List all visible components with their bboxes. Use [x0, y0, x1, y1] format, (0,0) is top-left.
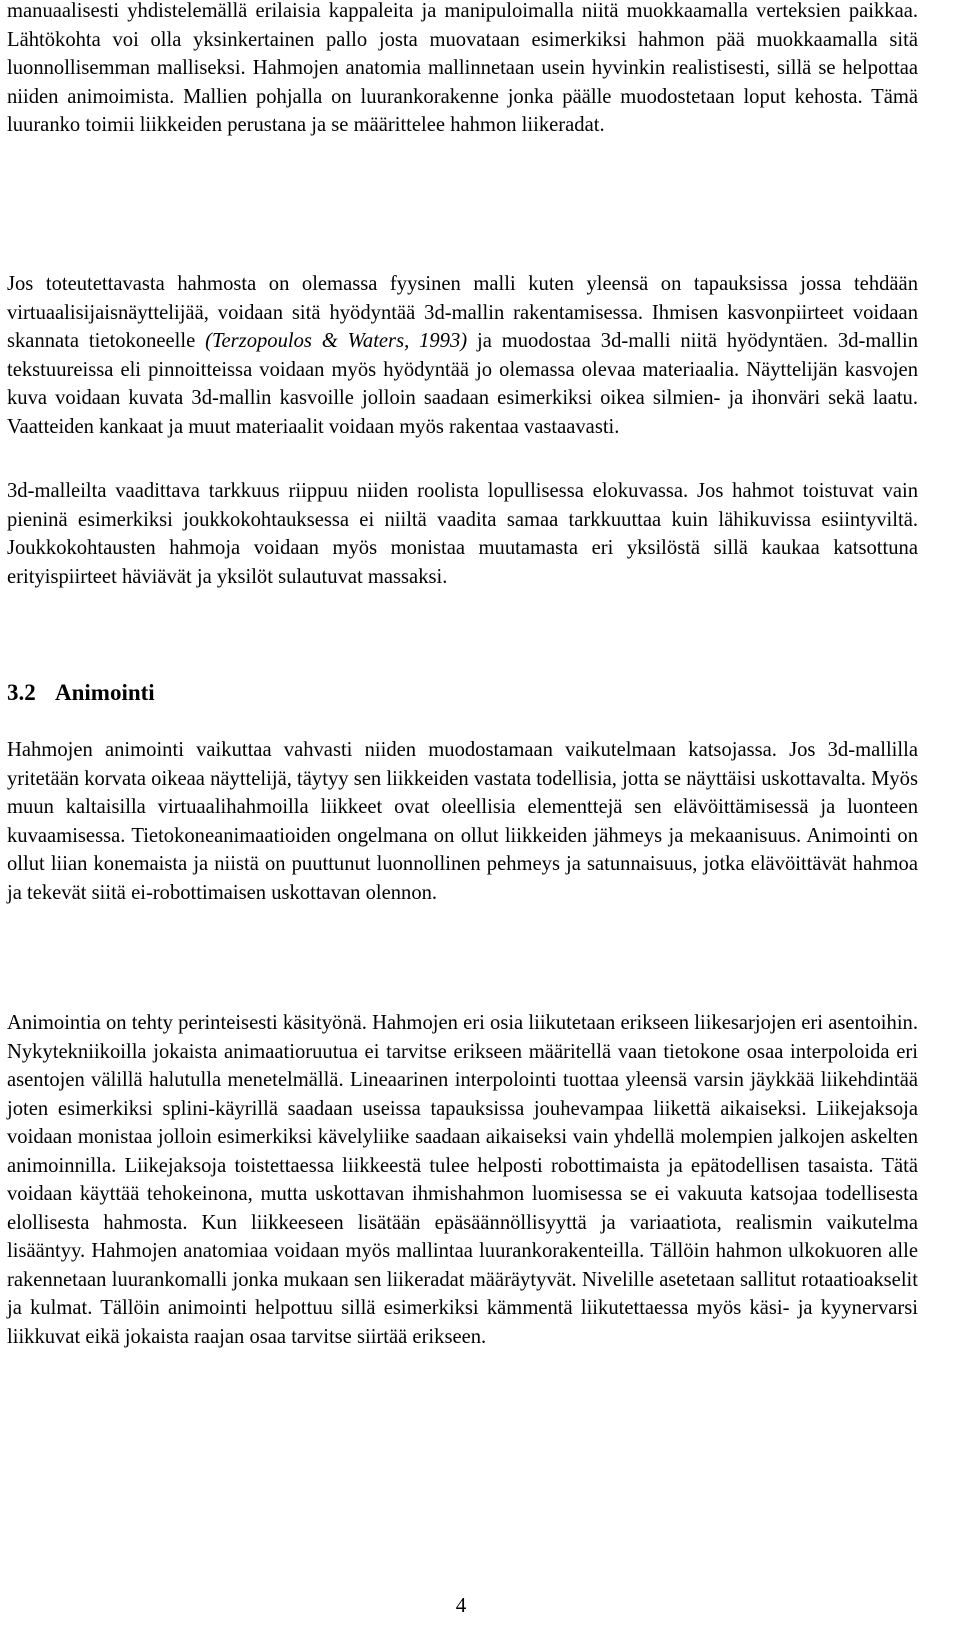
paragraph-physical-model	[7, 270, 918, 441]
section-heading	[7, 678, 155, 708]
citation: (Terzopoulos & Waters, 1993)	[205, 330, 468, 352]
paragraph-text: Jos toteutettavasta hahmosta on olemassa fyysinen malli kuten yleensä on tapauksissa jossa tehdään virtuaalisijaisnäyttelijää, voidaan sitä hyödyntää 3d-mallin rakentamisessa. Ihmisen kasvonpiirteet voidaan skannata tietokoneelle	[7, 273, 918, 352]
page-number: 4	[455, 1593, 467, 1617]
paragraph-intro-modeling	[7, 0, 918, 140]
paragraph-text: 3d-malleilta vaadittava tarkkuus riippuu niiden roolista lopullisessa elokuvassa. Jos hahmot toistuvat vain pieninä esimerkiksi joukkokohtauksessa ei niiltä vaadita samaa tarkkuuttaa kuin lähikuvissa esiintyviltä. Joukkokohtausten hahmoja voidaan myös monistaa muutamasta eri yksilöstä sillä kaukaa katsottuna erityispiirteet häviävät ja yksilöt sulautuvat massaksi.	[7, 480, 918, 588]
paragraph-animation-impact	[7, 736, 918, 907]
paragraph-model-accuracy	[7, 477, 918, 591]
paragraph-text: ja muodostaa 3d-malli niitä hyödyntäen. 3d-mallin tekstuureissa eli pinnoitteissa voidaan myös hyödyntää jo olemassa olevaa materiaalia. Näyttelijän kasvojen kuva voidaan kuvata 3d-mallin kasvoille jolloin saadaan esimerkiksi oikea silmien- ja ihonväri sekä laatu. Vaatteiden kankaat ja muut materiaalit voidaan myös rakentaa vastaavasti.	[7, 330, 919, 438]
paragraph-text: Animointia on tehty perinteisesti käsityönä. Hahmojen eri osia liikutetaan erikseen liikesarjojen eri asentoihin. Nykytekniikoilla jokaista animaatioruutua ei tarvitse erikseen määritellä vaan tietokone osaa interpoloida eri asentojen välillä halutulla menetelmällä. Lineaarinen interpolointi tuottaa yleensä varsin jäykkää liikehdintää joten esimerkiksi splini-käyrillä saadaan useissa tapauksissa jouhevampaa liikettä aikaiseksi. Liikejaksoja voidaan monistaa jolloin esimerkiksi kävelyliike saadaan aikaiseksi vain yhdellä molempien jalkojen askelten animoinnilla. Liikejaksoja toistettaessa liikkeestä tulee helposti robottimaista ja epätodellisen tasaista. Tätä voidaan käyttää tehokeinona, mutta uskottavan ihmishahmon luomisessa se ei vakuuta katsojaa todellisesta elollisesta hahmosta. Kun liikkeeseen lisätään epäsäännöllisyyttä ja variaatiota, realismin vaikutelma lisääntyy. Hahmojen anatomiaa voidaan myös mallintaa luurankorakenteilla. Tällöin hahmon ulkokuoren alle rakennetaan luurankomalli jonka mukaan sen liikeradat määräytyvät. Nivelille asetetaan sallitut rotaatioakselit ja kulmat. Tällöin animointi helpottuu sillä esimerkiksi kämmentä liikutettaessa myös käsi- ja kyynervarsi liikkuvat eikä jokaista raajan osaa tarvitse siirtää erikseen.	[7, 1012, 918, 1348]
paragraph-animation-methods	[7, 1009, 918, 1351]
section-title: Animointi	[55, 680, 155, 705]
section-number: 3.2	[7, 680, 36, 705]
paragraph-text: Hahmojen animointi vaikuttaa vahvasti niiden muodostamaan vaikutelmaan katsojassa. Jos 3d-mallilla yritetään korvata oikeaa näyttelijä, täytyy sen liikkeiden vastata todellisia, jotta se näyttäisi uskottavalta. Myös muun kaltaisilla virtuaalihahmoilla liikkeet ovat oleellisia elementtejä sen elävöittämisessä ja luonteen kuvaamisessa. Tietokoneanimaatioiden ongelmana on ollut liikkeiden jähmeys ja mekaanisuus. Animointi on ollut liian konemaista ja niistä on puuttunut luonnollinen pehmeys ja satunnaisuus, jotka elävöittävät hahmoa ja tekevät siitä ei-robottimaisen uskottavan olennon.	[7, 739, 918, 904]
paragraph-text: manuaalisesti yhdistelemällä erilaisia kappaleita ja manipuloimalla niitä muokkaamalla verteksien paikkaa. Lähtökohta voi olla yksinkertainen pallo josta muovataan esimerkiksi hahmon pää muokkaamalla sitä luonnollisemman malliseksi. Hahmojen anatomia mallinnetaan usein hyvinkin realistisesti, sillä se helpottaa niiden animoimista. Mallien pohjalla on luurankorakenne jonka päälle muodostetaan loput kehosta. Tämä luuranko toimii liikkeiden perustana ja se määrittelee hahmon liikeradat.	[7, 0, 918, 136]
